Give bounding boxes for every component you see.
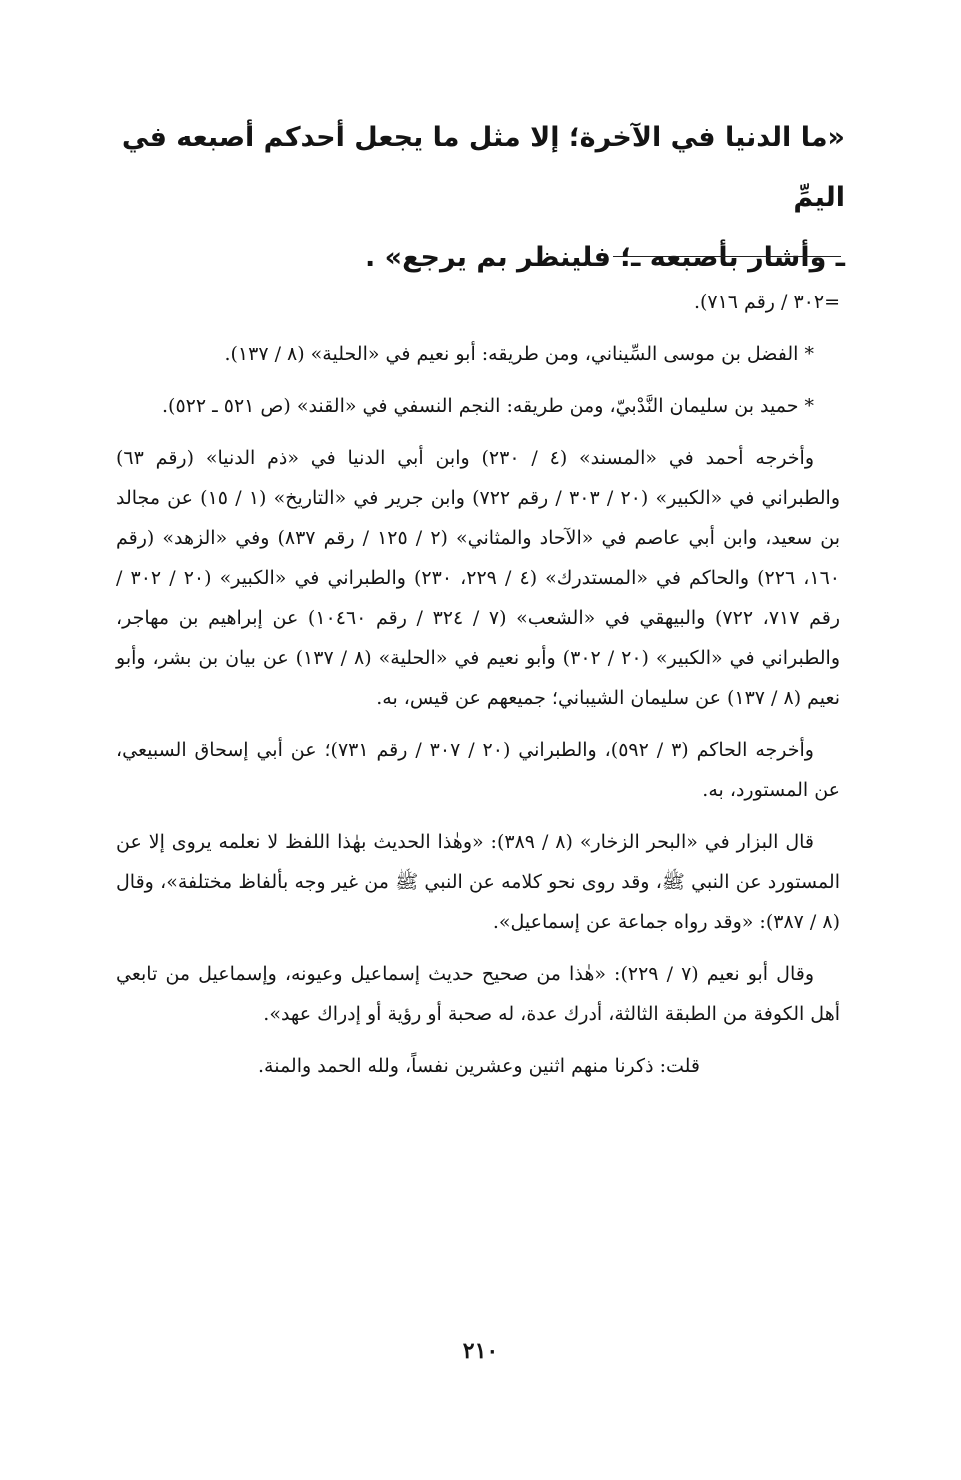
hadith-text bbox=[110, 108, 845, 288]
footnote-paragraph: قال البزار في «البحر الزخار» (٨ / ٣٨٩): «وهٰذا الحديث بهٰذا اللفظ لا نعلمه يروى إلا عن المستورد عن النبي ﷺ، وقد روى نحو كلامه عن النبي ﷺ من غير وجه بألفاظ مختلفة»، وقال (٨ / ٣٨٧): «وقد رواه جماعة عن إسماعيل». bbox=[116, 831, 840, 933]
footnote-continuation: =٣٠٢ / رقم ٧١٦). bbox=[693, 291, 840, 313]
footnote-separator bbox=[613, 256, 841, 257]
page-number: ٢١٠ bbox=[462, 1338, 499, 1364]
footnote-paragraph: وقال أبو نعيم (٧ / ٢٢٩): «هٰذا من صحيح حديث إسماعيل وعيونه، وإسماعيل من تابعي أهل الكوفة من الطبقة الثالثة، أدرك عدة، له صحبة أو رؤية أو إدراك عهد». bbox=[116, 963, 840, 1025]
hadith-line-1: «ما الدنيا في الآخرة؛ إلا مثل ما يجعل أحدكم أصبعه في اليمِّ bbox=[121, 122, 845, 213]
footnote-paragraph: * حميد بن سليمان النَّدْبيّ، ومن طريقه: النجم النسفي في «القند» (ص ٥٢١ ـ ٥٢٢). bbox=[162, 395, 814, 417]
footnotes bbox=[116, 282, 840, 1098]
hadith-line-2: ـ وأشار بأصبعه ـ؛ فلينظر بم يرجع» . bbox=[364, 242, 845, 273]
footnote-paragraph: وأخرجه الحاكم (٣ / ٥٩٢)، والطبراني (٢٠ / ٣٠٧ / رقم ٧٣١)؛ عن أبي إسحاق السبيعي، عن المستورد، به. bbox=[116, 739, 840, 801]
footnote-paragraph: * الفضل بن موسى السِّيناني، ومن طريقه: أبو نعيم في «الحلية» (٨ / ١٣٧). bbox=[224, 343, 814, 365]
footnote-paragraph: قلت: ذكرنا منهم اثنين وعشرين نفساً، ولله الحمد والمنة. bbox=[257, 1055, 700, 1077]
footnote-paragraph: وأخرجه أحمد في «المسند» (٤ / ٢٣٠) وابن أبي الدنيا في «ذم الدنيا» (رقم ٦٣) والطبراني في «الكبير» (٢٠ / ٣٠٣ / رقم ٧٢٢) وابن جرير في «التاريخ» (١ / ١٥) عن مجالد بن سعيد، وابن أبي عاصم في «الآحاد والمثاني» (٢ / ١٢٥ / رقم ٨٣٧) وفي «الزهد» (رقم ١٦٠، ٢٢٦) والحاكم في «المستدرك» (٤ / ٢٢٩، ٢٣٠) والطبراني في «الكبير» (٢٠ / ٣٠٢ / رقم ٧١٧، ٧٢٢) والبيهقي في «الشعب» (٧ / ٣٢٤ / رقم ١٠٤٦٠) عن إبراهيم بن مهاجر، والطبراني في «الكبير» (٢٠ / ٣٠٢) وأبو نعيم في «الحلية» (٨ / ١٣٧) عن بيان بن بشر، وأبو نعيم (٨ / ١٣٧) عن سليمان الشيباني؛ جميعهم عن قيس، به. bbox=[116, 447, 841, 709]
